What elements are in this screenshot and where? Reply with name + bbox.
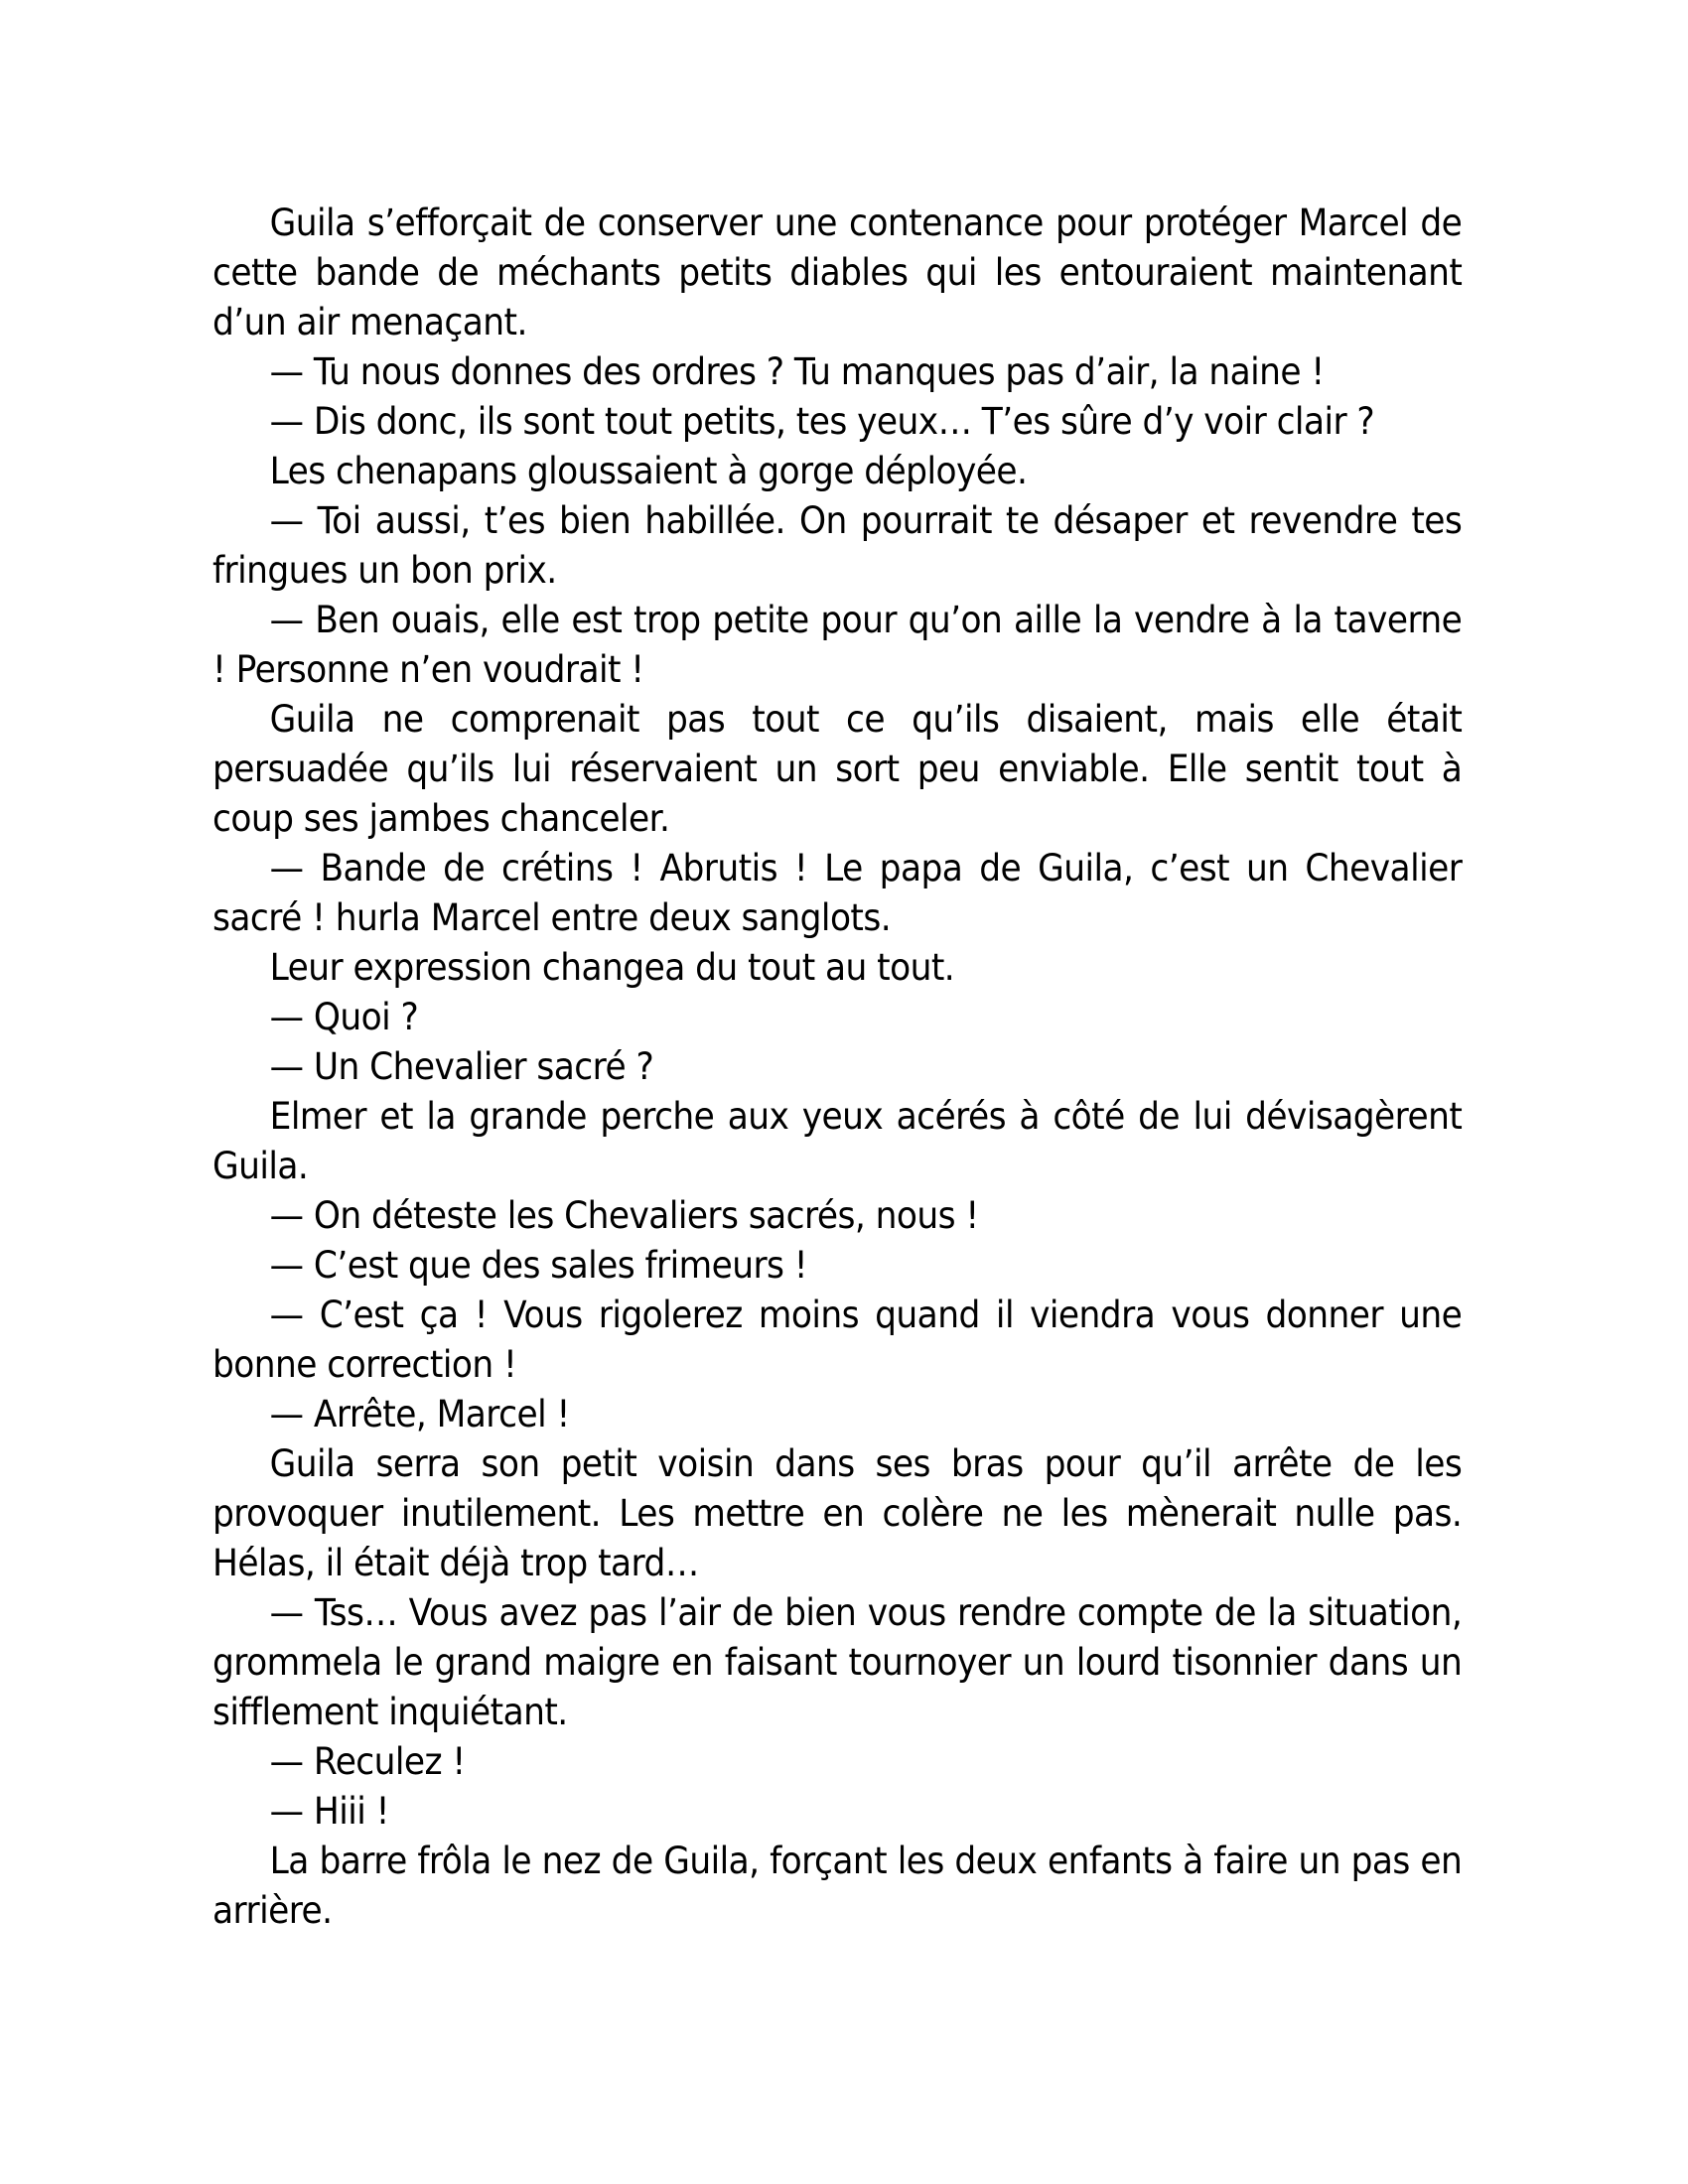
dialogue-line: — Hiii !	[269, 1790, 389, 1833]
paragraph: Guila s’efforçait de conserver une contenance pour protéger Marcel de cette bande de méchants petits diables qui les entouraient maintenant d’un air menaçant.	[212, 202, 1463, 343]
paragraph: Guila serra son petit voisin dans ses bras pour qu’il arrête de les provoquer inutilement. Les mettre en colère ne les mènerait nulle pas. Hélas, il était déjà trop tard…	[212, 1442, 1463, 1584]
paragraph: Guila ne comprenait pas tout ce qu’ils disaient, mais elle était persuadée qu’ils lui réservaient un sort peu enviable. Elle sentit tout à coup ses jambes chanceler.	[212, 698, 1463, 840]
dialogue-line: — Dis donc, ils sont tout petits, tes yeux… T’es sûre d’y voir clair ?	[269, 400, 1375, 443]
dialogue-line: — Tss… Vous avez pas l’air de bien vous rendre compte de la situation, grommela le grand maigre en faisant tournoyer un lourd tisonnier dans un sifflement inquiétant.	[212, 1591, 1463, 1733]
dialogue-line: — Bande de crétins ! Abrutis ! Le papa de Guila, c’est un Chevalier sacré ! hurla Marcel entre deux sanglots.	[212, 847, 1463, 939]
page-body	[212, 199, 1462, 1936]
dialogue-line: — Arrête, Marcel !	[269, 1393, 570, 1435]
dialogue-line: — C’est que des sales frimeurs !	[269, 1244, 808, 1287]
paragraph: Leur expression changea du tout au tout.	[269, 946, 955, 989]
dialogue-line: — C’est ça ! Vous rigolerez moins quand il viendra vous donner une bonne correction !	[212, 1294, 1463, 1386]
paragraph: Les chenapans gloussaient à gorge déployée.	[269, 450, 1028, 492]
dialogue-line: — Reculez !	[269, 1740, 466, 1783]
paragraph: Elmer et la grande perche aux yeux acérés à côté de lui dévisagèrent Guila.	[212, 1095, 1463, 1187]
dialogue-line: — Quoi ?	[269, 996, 419, 1038]
dialogue-line: — Toi aussi, t’es bien habillée. On pourrait te désaper et revendre tes fringues un bon prix.	[212, 499, 1463, 592]
dialogue-line: — Un Chevalier sacré ?	[269, 1045, 654, 1088]
dialogue-line: — Ben ouais, elle est trop petite pour qu’on aille la vendre à la taverne ! Personne n’en voudrait !	[212, 599, 1463, 691]
dialogue-line: — On déteste les Chevaliers sacrés, nous !	[269, 1194, 979, 1237]
dialogue-line: — Tu nous donnes des ordres ? Tu manques pas d’air, la naine !	[269, 350, 1325, 393]
paragraph: La barre frôla le nez de Guila, forçant les deux enfants à faire un pas en arrière.	[212, 1840, 1463, 1932]
